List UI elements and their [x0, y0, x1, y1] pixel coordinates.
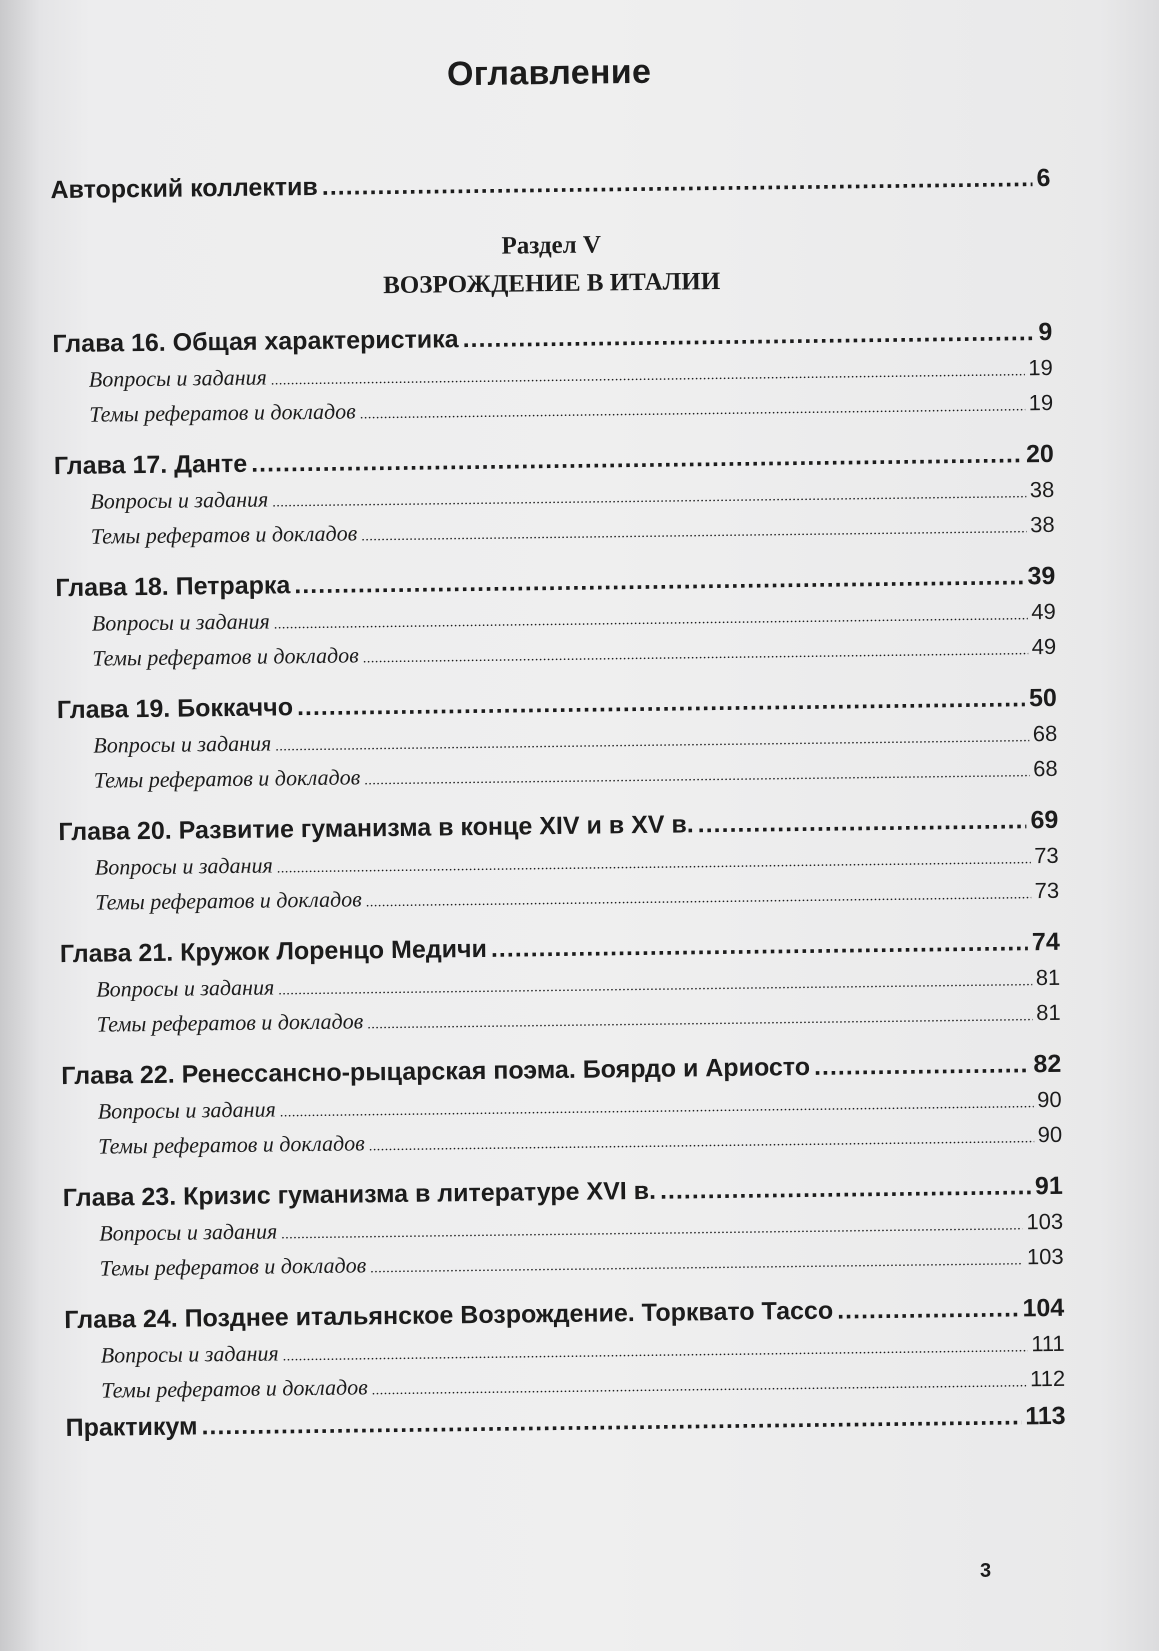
toc-entry-page: 38	[1030, 511, 1055, 538]
toc-entry-page: 74	[1031, 927, 1060, 957]
toc-entry-page: 49	[1031, 598, 1056, 625]
dot-leader	[322, 164, 1033, 202]
toc-subentry	[55, 512, 1055, 550]
toc-entry-label: Глава 21. Кружок Лоренцо Медичи	[59, 934, 488, 969]
toc-entry-page: 19	[1028, 354, 1053, 381]
toc-entry-page: 81	[1035, 999, 1061, 1026]
toc-subentry	[64, 1244, 1064, 1282]
toc-entry-page: 104	[1022, 1293, 1065, 1323]
toc-entry-page: 68	[1032, 720, 1058, 747]
toc-entry-label: Глава 24. Позднее итальянское Возрождение. Торквато Тассо	[64, 1296, 834, 1335]
toc-subentry	[59, 843, 1059, 881]
toc-entry-page: 73	[1034, 842, 1059, 869]
toc-subentry	[56, 599, 1056, 637]
page-title: Оглавление	[446, 52, 652, 94]
dot-leader	[271, 364, 1025, 389]
toc-chapter-entry	[55, 562, 1055, 603]
toc-entry-label: Темы рефератов и докладов	[90, 520, 358, 549]
section-name: Раздел V	[501, 231, 602, 260]
toc-chapter-entry	[54, 440, 1054, 481]
toc-entry-label: Вопросы и задания	[90, 486, 269, 514]
toc-entry-label: Темы рефератов и докладов	[101, 1374, 368, 1403]
toc-entry-page: 112	[1029, 1365, 1066, 1392]
toc-chapter-entry	[61, 1050, 1061, 1091]
toc-entry-label: Глава 16. Общая характеристика	[52, 325, 459, 359]
toc-subentry	[59, 878, 1059, 916]
toc-entry-page: 6	[1036, 163, 1051, 193]
toc-entry-page: 90	[1037, 1121, 1063, 1148]
toc-chapter-entry	[64, 1294, 1064, 1335]
toc-subentry	[65, 1366, 1065, 1404]
toc-entry-page: 103	[1026, 1243, 1064, 1270]
toc-chapter-entry	[58, 806, 1058, 847]
toc-entry-label: Темы рефератов и докладов	[95, 886, 362, 915]
dot-leader	[274, 608, 1028, 633]
dot-leader	[698, 806, 1027, 839]
toc-subentry	[65, 1331, 1065, 1369]
toc-entry-page: 50	[1028, 683, 1057, 713]
toc-entry-page: 113	[1025, 1401, 1066, 1431]
toc-subentry	[53, 355, 1053, 393]
dot-leader	[201, 1402, 1021, 1441]
toc-entry-label: Глава 23. Кризис гуманизма в литературе XVI в.	[62, 1176, 657, 1213]
toc-entry-authors	[50, 164, 1050, 205]
toc-entry-label: Глава 22. Ренессансно-рыцарская поэма. Боярдо и Ариосто	[61, 1052, 811, 1091]
dot-leader	[297, 684, 1025, 722]
toc-entry-label: Вопросы и задания	[100, 1340, 279, 1368]
dot-leader	[275, 730, 1029, 755]
toc-entry-label: Темы рефератов и докладов	[99, 1252, 367, 1281]
toc-entry-label: Практикум	[65, 1412, 198, 1443]
dot-leader	[281, 1218, 1022, 1243]
dot-leader	[370, 1253, 1023, 1277]
toc-entry-label: Темы рефератов и докладов	[92, 642, 359, 671]
toc-chapter-entry	[63, 1172, 1063, 1213]
toc-entry-page: 82	[1033, 1049, 1062, 1079]
toc-entry-label: Темы рефератов и докладов	[98, 1130, 365, 1159]
page-number: 3	[980, 1560, 992, 1582]
dot-leader	[660, 1172, 1031, 1206]
toc-entry-label: Вопросы и задания	[93, 730, 272, 758]
dot-leader	[280, 1096, 1034, 1121]
dot-leader	[294, 562, 1024, 600]
toc-subentry	[60, 965, 1060, 1003]
toc-entry-label: Вопросы и задания	[96, 974, 275, 1002]
toc-entry-page: 103	[1026, 1208, 1064, 1235]
toc-entry-page: 68	[1033, 755, 1058, 782]
toc-chapter-entry	[60, 928, 1060, 969]
toc-entry-label: Темы рефератов и докладов	[96, 1008, 364, 1037]
toc-entry-page: 111	[1031, 1330, 1065, 1357]
toc-subentry	[62, 1087, 1062, 1125]
toc-chapter-entry	[52, 318, 1052, 359]
toc-subentry	[62, 1122, 1062, 1160]
toc-entry-label: Вопросы и задания	[97, 1096, 276, 1124]
toc-entry-page: 20	[1025, 439, 1054, 469]
toc-entry-page: 81	[1035, 964, 1061, 991]
toc-entry-label: Темы рефератов и докладов	[89, 398, 356, 427]
dot-leader	[360, 399, 1025, 423]
dot-leader	[278, 974, 1032, 999]
dot-leader	[367, 1009, 1032, 1033]
dot-leader	[372, 1375, 1027, 1399]
dot-leader	[363, 643, 1028, 667]
toc-entry-page: 39	[1027, 561, 1056, 591]
toc-entry-page: 49	[1031, 633, 1057, 660]
dot-leader	[814, 1050, 1030, 1082]
toc-content	[48, 0, 1068, 1651]
dot-leader	[272, 486, 1026, 511]
dot-leader	[364, 765, 1029, 789]
toc-entry-label: Глава 20. Развитие гуманизма в конце XIV и в XV в.	[58, 810, 694, 847]
dot-leader	[837, 1294, 1019, 1325]
dot-leader	[491, 928, 1028, 964]
toc-chapter-entry	[57, 684, 1057, 725]
toc-entry-page: 90	[1037, 1086, 1062, 1113]
toc-entry-label: Темы рефератов и докладов	[93, 764, 361, 793]
dot-leader	[277, 852, 1031, 877]
toc-subentry	[54, 477, 1054, 515]
toc-subentry	[61, 1000, 1061, 1038]
toc-entry-label: Вопросы и задания	[94, 852, 273, 880]
toc-subentry	[53, 390, 1053, 428]
dot-leader	[251, 440, 1022, 478]
toc-entry-label: Вопросы и задания	[99, 1218, 278, 1246]
toc-entry-label: Глава 18. Петрарка	[55, 571, 291, 603]
toc-subentry	[56, 634, 1056, 672]
toc-entry-label: Глава 17. Данте	[53, 449, 248, 481]
toc-entry-page: 19	[1028, 389, 1054, 416]
toc-entry-label: Авторский коллектив	[50, 172, 318, 205]
dot-leader	[366, 887, 1031, 911]
toc-subentry	[57, 721, 1057, 759]
toc-entry-practicum	[65, 1402, 1065, 1443]
toc-entry-page: 73	[1034, 877, 1060, 904]
toc-subentry	[58, 756, 1058, 794]
toc-entry-page: 9	[1038, 317, 1053, 347]
toc-entry-page: 38	[1029, 476, 1055, 503]
dot-leader	[361, 521, 1026, 545]
toc-entry-page: 69	[1030, 805, 1059, 835]
toc-entry-label: Вопросы и задания	[91, 608, 270, 636]
toc-subentry	[63, 1209, 1063, 1247]
toc-entry-page: 91	[1034, 1171, 1063, 1201]
toc-entry-label: Вопросы и задания	[88, 364, 267, 392]
dot-leader	[283, 1340, 1028, 1365]
section-heading: ВОЗРОЖДЕНИЕ В ИТАЛИИ	[383, 267, 721, 300]
dot-leader	[369, 1131, 1034, 1155]
dot-leader	[462, 318, 1034, 354]
toc-entry-label: Глава 19. Боккаччо	[56, 693, 294, 725]
